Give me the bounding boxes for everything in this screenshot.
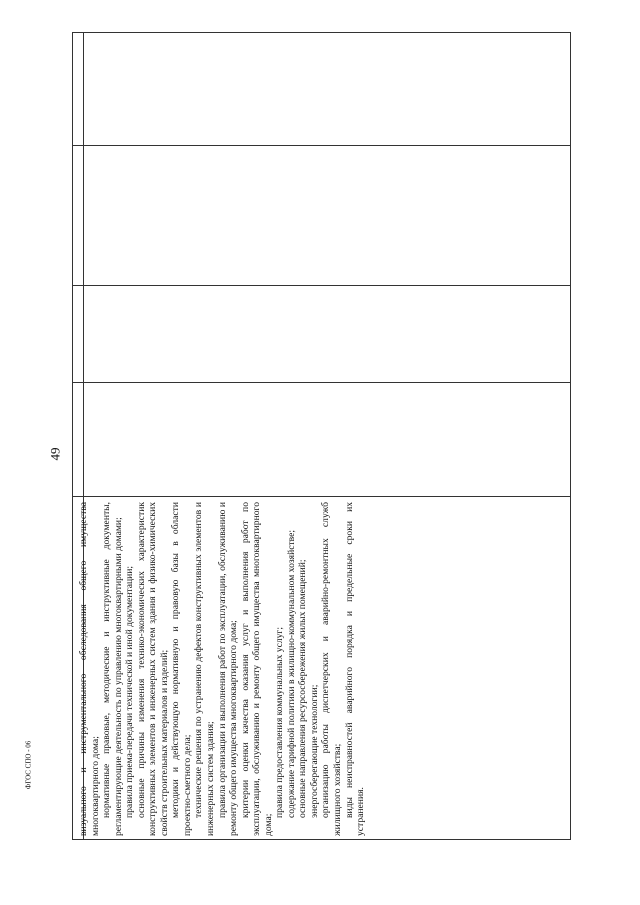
knowledge-item: содержание тарифной политики в жилищно-коммунальном хозяйстве; [285, 529, 297, 818]
knowledge-item: методики и действующую нормативную и правовую базы в области проектно-сметного дела; [170, 502, 193, 836]
knowledge-item: правила приема-передачи технической и иной документации; [124, 565, 136, 818]
knowledge-item: критерии оценки качества оказания услуг и выполнения работ по эксплуатации, обслуживанию и ремонту общего имущества многоквартирного дома; [239, 502, 274, 836]
page-number-text: 49 [47, 447, 62, 461]
knowledge-item: технические решения по устранению дефектов конструктивных элементов и инженерных систем здания; [193, 502, 217, 836]
page-number [44, 446, 66, 462]
knowledge-item: правила предоставления коммунальных услуг; [274, 626, 286, 818]
knowledge-item: виды неисправностей аварийного порядка и предельные сроки их устранения. [343, 502, 367, 836]
knowledge-item: основные причины изменения технико-экономических характеристик конструктивных элементов и инженерных систем здания и физико-химических свойств строительных материалов и изделий; [135, 502, 170, 836]
knowledge-item: энергосберегающие технологии; [308, 684, 320, 818]
knowledge-item: нормативные правовые, методические и инструктивные документы, регламентирующие деятельность по управлению многоквартирными домами; [101, 502, 124, 836]
knowledge-list-cell [72, 496, 571, 840]
knowledge-item: основные направления ресурсосбережения жилых помещений; [297, 559, 309, 818]
knowledge-item: визуального и инструментального обследования общего имущества многоквартирного дома; [78, 502, 101, 836]
footer-code [20, 715, 36, 815]
knowledge-list [72, 496, 571, 840]
table-row-divider [73, 285, 570, 286]
footer-code-text: ФГОС СПО - 06 [24, 740, 33, 790]
knowledge-item: организацию работы диспетчерских и аварийно-ремонтных служб жилищного хозяйства; [320, 502, 344, 836]
knowledge-item: правила организации и выполнения работ по эксплуатации, обслуживанию и ремонту общего имущества многоквартирного дома; [216, 502, 240, 836]
table-row-divider [73, 382, 570, 383]
table-row-divider [73, 145, 570, 146]
